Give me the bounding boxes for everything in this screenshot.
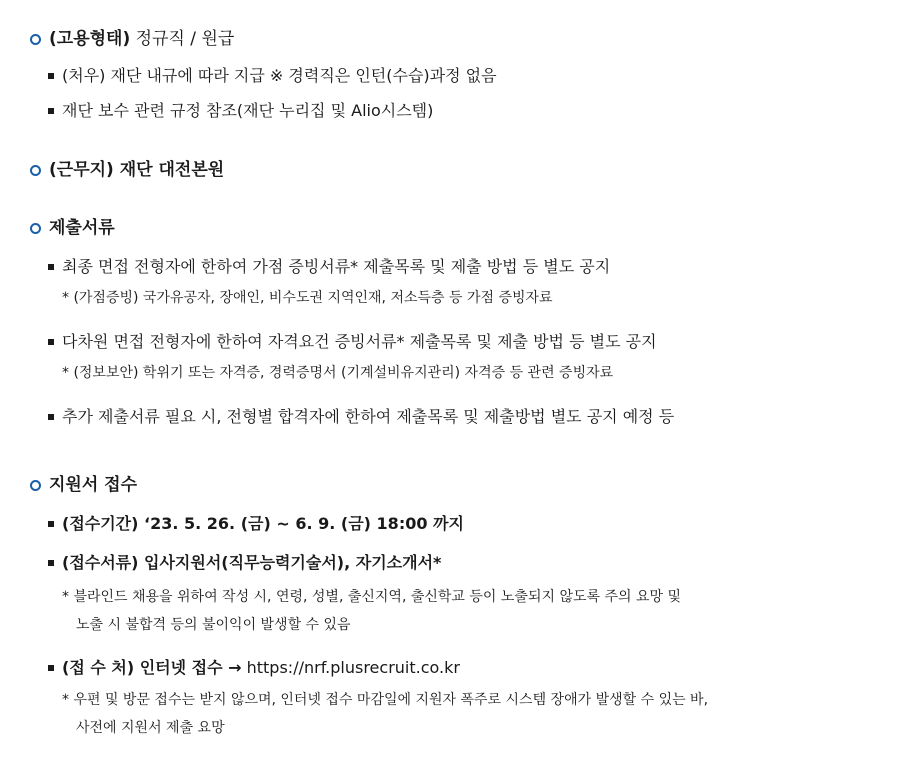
online-only-note: * 우편 및 방문 접수는 받지 않으며, 인터넷 접수 마감일에 지원자 폭주로 시스템 장애가 발생할 수 있는 바, <box>62 692 709 708</box>
application-title: 지원서 접수 <box>49 475 138 495</box>
employment-type-label: (고용형태) <box>49 29 131 49</box>
square-bullet-icon <box>48 339 54 345</box>
list-item <box>48 65 497 86</box>
list-item <box>48 256 610 277</box>
list-item <box>48 513 464 534</box>
circle-bullet-icon <box>30 165 41 176</box>
bonus-evidence-note: * (가점증빙) 국가유공자, 장애인, 비수도권 지역인재, 저소득층 등 가점 증빙자료 <box>62 290 553 306</box>
employment-type-heading <box>30 28 234 50</box>
square-bullet-icon <box>48 521 54 527</box>
circle-bullet-icon <box>30 34 41 45</box>
square-bullet-icon <box>48 73 54 79</box>
square-bullet-icon <box>48 264 54 270</box>
application-forms-text: (접수서류) 입사지원서(직무능력기술서), 자기소개서* <box>62 553 442 572</box>
blind-hiring-note: * 블라인드 채용을 위하여 작성 시, 연령, 성별, 출신지역, 출신학교 등이 노출되지 않도록 주의 요망 및 <box>62 589 681 605</box>
circle-bullet-icon <box>30 223 41 234</box>
list-item <box>48 552 441 573</box>
pay-regulation-text: 재단 보수 관련 규정 참조(재단 누리집 및 Alio시스템) <box>62 101 434 120</box>
final-interview-docs-text: 최종 면접 전형자에 한하여 가점 증빙서류* 제출목록 및 제출 방법 등 별도 공지 <box>62 257 611 276</box>
blind-hiring-note-continued: 노출 시 불합격 등의 불이익이 발생할 수 있음 <box>76 617 351 633</box>
application-place-label: (접 수 처) 인터넷 접수 → <box>62 658 242 677</box>
list-item <box>48 657 460 678</box>
circle-bullet-icon <box>30 480 41 491</box>
application-period-text: (접수기간) ‘23. 5. 26. (금) ~ 6. 9. (금) 18:00 까지 <box>62 514 464 533</box>
documents-heading <box>30 217 115 239</box>
employment-type-value: 정규직 / 원급 <box>130 29 235 49</box>
square-bullet-icon <box>48 665 54 671</box>
workplace-text: (근무지) 재단 대전본원 <box>49 160 225 180</box>
list-item <box>48 406 674 427</box>
square-bullet-icon <box>48 108 54 114</box>
square-bullet-icon <box>48 560 54 566</box>
documents-title: 제출서류 <box>49 218 115 238</box>
square-bullet-icon <box>48 414 54 420</box>
compensation-text: (처우) 재단 내규에 따라 지급 ※ 경력직은 인턴(수습)과정 없음 <box>62 66 497 85</box>
additional-docs-text: 추가 제출서류 필요 시, 전형별 합격자에 한하여 제출목록 및 제출방법 별도 공지 예정 등 <box>62 407 675 426</box>
application-heading <box>30 474 137 496</box>
qualification-evidence-note: * (정보보안) 학위기 또는 자격증, 경력증명서 (기계설비유지관리) 자격증 등 관련 증빙자료 <box>62 365 614 381</box>
application-url-link[interactable]: https://nrf.plusrecruit.co.kr <box>241 658 460 677</box>
list-item <box>48 331 657 352</box>
list-item <box>48 100 433 121</box>
online-only-note-continued: 사전에 지원서 제출 요망 <box>76 720 225 736</box>
workplace-heading <box>30 159 224 181</box>
multi-interview-docs-text: 다차원 면접 전형자에 한하여 자격요건 증빙서류* 제출목록 및 제출 방법 등 별도 공지 <box>62 332 657 351</box>
